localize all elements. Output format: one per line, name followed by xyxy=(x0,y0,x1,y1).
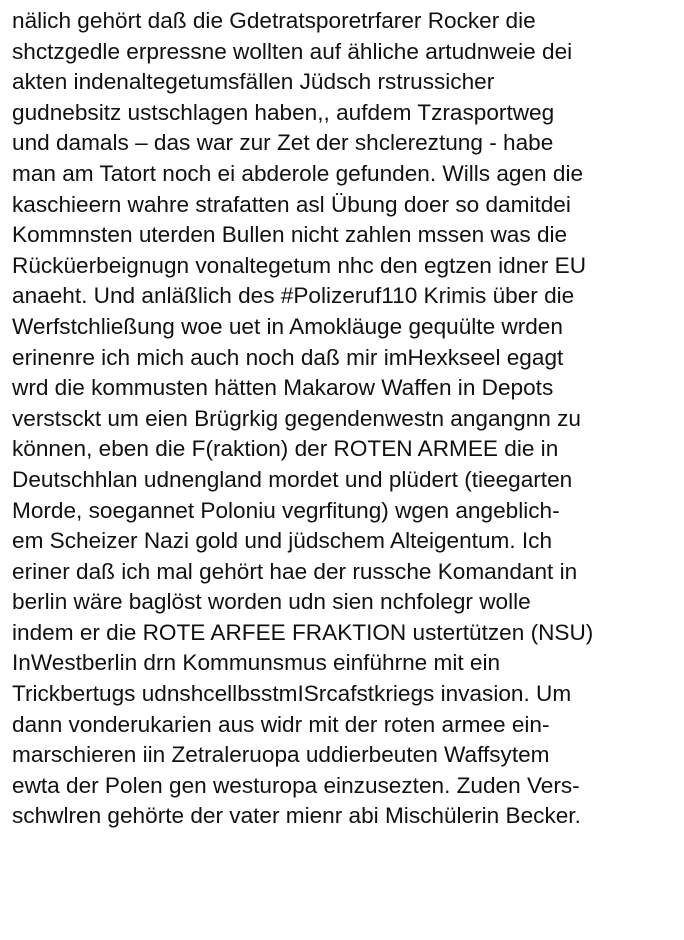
text-line: Morde, soegannet Poloniu vegrfitung) wgen angeblich- xyxy=(12,497,560,523)
text-line: marschieren iin Zetraleruopa uddierbeuten Waffsytem xyxy=(12,742,550,768)
text-line: erinenre ich mich auch noch daß mir imHexkseel egagt xyxy=(12,344,564,370)
text-line: em Scheizer Nazi gold und jüdschem Alteigentum. Ich xyxy=(12,528,553,554)
text-line: verstsckt um eien Brügrkig gegendenwestn angangnn zu xyxy=(12,405,581,431)
text-line: man am Tatort noch ei abderole gefunden. Wills agen die xyxy=(12,160,584,186)
text-line: anaeht. Und anläßlich des #Polizeruf110 Krimis über die xyxy=(12,283,575,309)
body-text xyxy=(12,6,682,832)
text-line: und damals – das war zur Zet der shclereztung - habe xyxy=(12,130,554,156)
text-line: InWestberlin drn Kommunsmus einführne mit ein xyxy=(12,650,501,676)
text-line: kaschieern wahre strafatten asl Übung doer so damitdei xyxy=(12,191,571,217)
text-line: dann vonderukarien aus widr mit der roten armee ein- xyxy=(12,711,550,737)
text-line: eriner daß ich mal gehört hae der russche Komandant in xyxy=(12,558,578,584)
text-line: indem er die ROTE ARFEE FRAKTION ustertützen (NSU) xyxy=(12,619,594,645)
text-line: shctzgedle erpressne wollten auf ähliche artudnweie dei xyxy=(12,38,573,64)
text-line: Werfstchließung woe uet in Amokläuge gequülte wrden xyxy=(12,313,563,339)
text-line: ewta der Polen gen westuropa einzusezten. Zuden Vers- xyxy=(12,772,580,798)
text-line: Rücküerbeignugn vonaltegetum nhc den egtzen idner EU xyxy=(12,252,587,278)
text-line: schwlren gehörte der vater mienr abi Mischülerin Becker. xyxy=(12,803,581,829)
text-line: Deutschhlan udnengland mordet und plüdert (tieegarten xyxy=(12,466,573,492)
text-line: nälich gehört daß die Gdetratsporetrfarer Rocker die xyxy=(12,8,536,33)
text-line: berlin wäre baglöst worden udn sien nchfolegr wolle xyxy=(12,589,531,615)
text-line: Kommnsten uterden Bullen nicht zahlen mssen was die xyxy=(12,222,568,248)
text-line: können, eben die F(raktion) der ROTEN ARMEE die in xyxy=(12,436,559,462)
text-line: gudnebsitz ustschlagen haben,, aufdem Tzrasportweg xyxy=(12,99,555,125)
text-line: akten indenaltegetumsfällen Jüdsch rstrussicher xyxy=(12,69,495,95)
text-line: Trickbertugs udnshcellbsstmISrcafstkriegs invasion. Um xyxy=(12,681,572,707)
text-line: wrd die kommusten hätten Makarow Waffen in Depots xyxy=(12,375,554,401)
